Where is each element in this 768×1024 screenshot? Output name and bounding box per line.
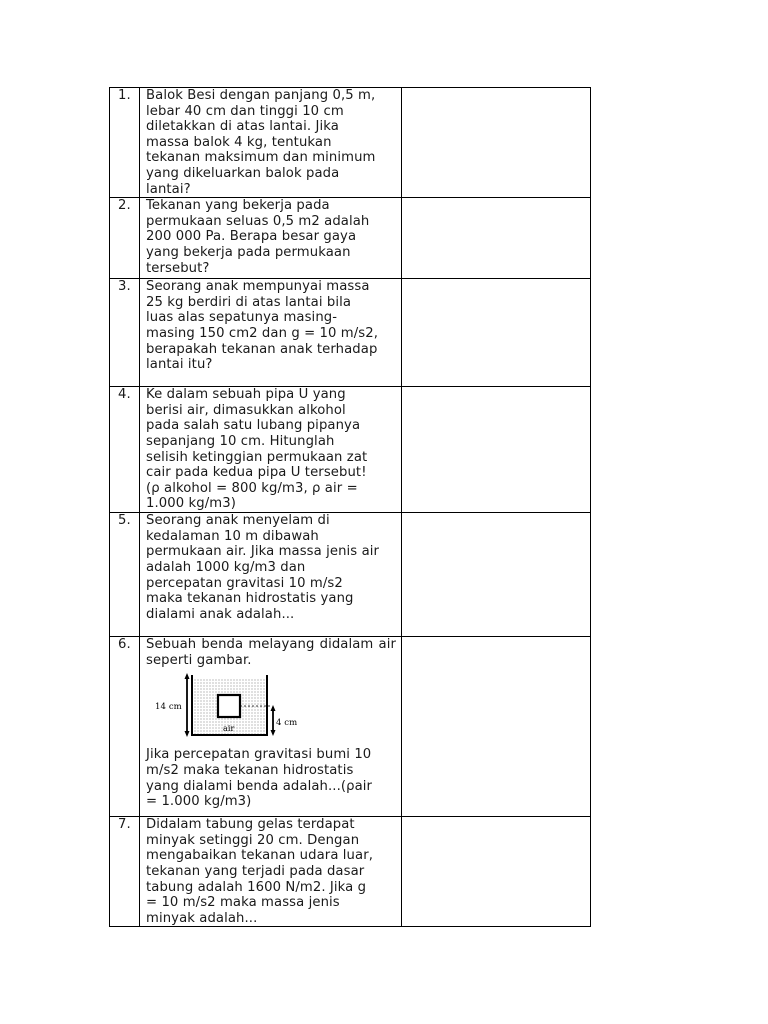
- question-row-2: [110, 198, 591, 279]
- question-number: 5.: [110, 513, 140, 637]
- question-row-4: [110, 387, 591, 513]
- floating-box: [218, 695, 240, 717]
- question-number: 2.: [110, 198, 140, 279]
- answer-cell: [402, 513, 591, 637]
- question-row-3: [110, 279, 591, 387]
- question-text-cell: [140, 387, 402, 513]
- question-text-cell: [140, 88, 402, 198]
- question-number: 6.: [110, 637, 140, 817]
- question-text-cell: [140, 817, 402, 927]
- question-row-7: [110, 817, 591, 927]
- height-arrow-head-top: [185, 673, 190, 679]
- floating-object-figure: [152, 673, 298, 743]
- depth-label: 4 cm: [276, 718, 298, 729]
- question-text: Balok Besi dengan panjang 0,5 m, lebar 40 cm dan tinggi 10 cm diletakkan di atas lantai. Jika massa balok 4 kg, tentukan tekanan maksimum dan minimum yang dikeluarkan balok pada lantai?: [146, 88, 376, 197]
- question-text: Tekanan yang bekerja pada permukaan seluas 0,5 m2 adalah 200 000 Pa. Berapa besar gaya yang bekerja pada permukaan tersebut?: [146, 198, 370, 276]
- question-text: Didalam tabung gelas terdapat minyak setinggi 20 cm. Dengan mengabaikan tekanan udara luar, tekanan yang terjadi pada dasar tabung adalah 1600 N/m2. Jika g = 10 m/s2 maka massa jenis minyak adalah...: [146, 817, 374, 926]
- answer-cell: [402, 637, 591, 817]
- question-text: Ke dalam sebuah pipa U yang berisi air, dimasukkan alkohol pada salah satu lubang pipanya sepanjang 10 cm. Hitunglah selisih ketinggian permukaan zat cair pada kedua pipa U tersebut! (ρ alkohol = 800 kg/m3, ρ air = 1.000 kg/m3): [146, 387, 368, 512]
- question-row-5: [110, 513, 591, 637]
- answer-cell: [402, 279, 591, 387]
- answer-cell: [402, 88, 591, 198]
- question-text: Seorang anak menyelam di kedalaman 10 m dibawah permukaan air. Jika massa jenis air adalah 1000 kg/m3 dan percepatan gravitasi 10 m/s2 maka tekanan hidrostatis yang dialami anak adalah...: [146, 513, 380, 622]
- answer-cell: [402, 387, 591, 513]
- depth-arrow-head-top: [271, 705, 276, 711]
- question-text-cell: [140, 513, 402, 637]
- question-number: 4.: [110, 387, 140, 513]
- height-arrow-head-bottom: [185, 731, 190, 737]
- question-text-cell: [140, 279, 402, 387]
- question-text-continued: Jika percepatan gravitasi bumi 10 m/s2 maka tekanan hidrostatis yang dialami benda adalah...(ρair = 1.000 kg/m3): [146, 747, 373, 810]
- question-number: 7.: [110, 817, 140, 927]
- question-text: Sebuah benda melayang didalam air seperti gambar.: [146, 637, 396, 668]
- answer-cell: [402, 817, 591, 927]
- liquid-label: air: [223, 724, 235, 734]
- question-text-cell: [140, 198, 402, 279]
- question-text-cell: [140, 637, 402, 817]
- question-row-6: [110, 637, 591, 817]
- depth-arrow-head-bottom: [271, 730, 276, 736]
- question-text: Seorang anak mempunyai massa 25 kg berdiri di atas lantai bila luas alas sepatunya masing- masing 150 cm2 dan g = 10 m/s2, berapakah tekanan anak terhadap lantai itu?: [146, 279, 379, 373]
- question-number: 1.: [110, 88, 140, 198]
- question-number: 3.: [110, 279, 140, 387]
- answer-cell: [402, 198, 591, 279]
- height-label: 14 cm: [155, 702, 182, 713]
- question-table: [109, 87, 591, 927]
- question-row-1: [110, 88, 591, 198]
